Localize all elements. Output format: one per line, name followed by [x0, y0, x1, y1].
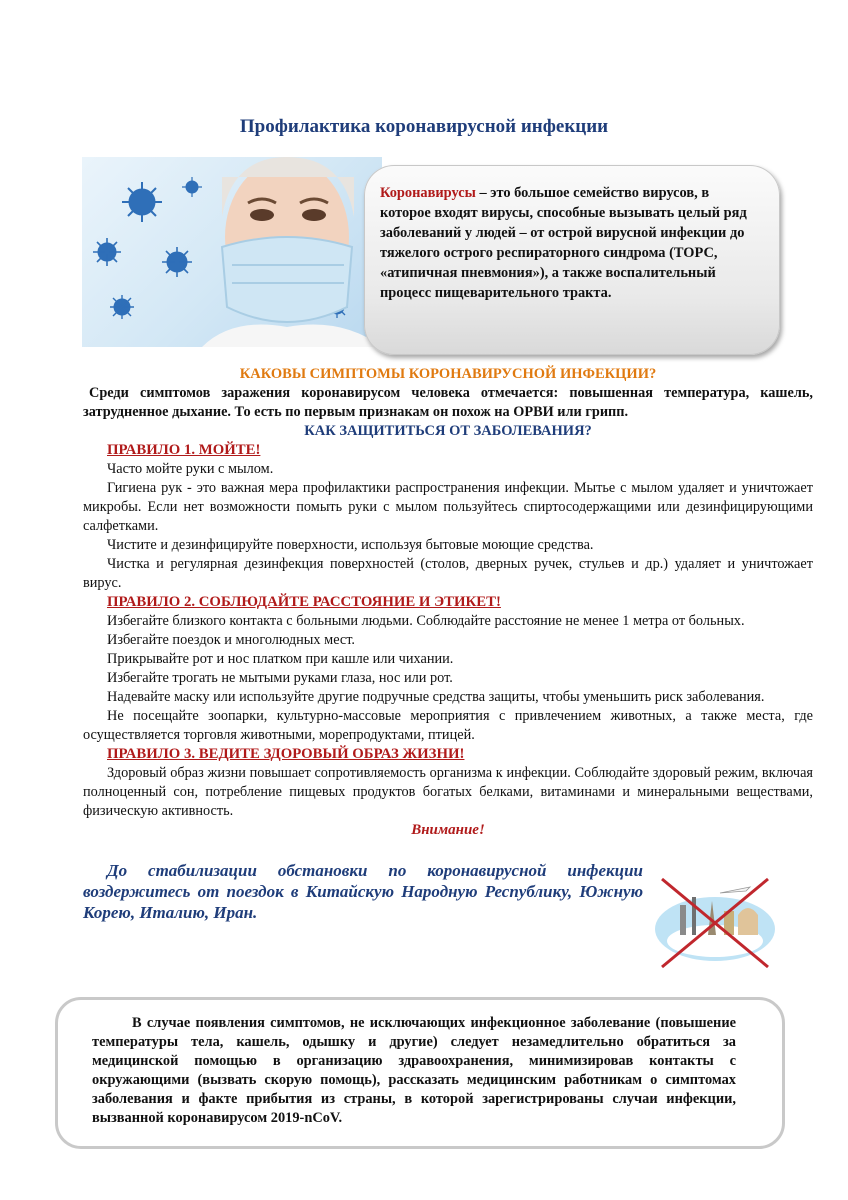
notice-box — [55, 997, 785, 1149]
rule-2-paragraph: Надевайте маску или используйте другие подручные средства защиты, чтобы уменьшить риск заболевания. — [107, 689, 765, 705]
rule-2-title: ПРАВИЛО 2. СОБЛЮДАЙТЕ РАССТОЯНИЕ И ЭТИКЕТ! — [107, 594, 501, 610]
definition-term: Коронавирусы — [380, 185, 476, 201]
symptoms-heading: КАКОВЫ СИМПТОМЫ КОРОНАВИРУСНОЙ ИНФЕКЦИИ? — [239, 366, 657, 382]
crossed-travel-icon — [650, 871, 780, 971]
rule-3-title: ПРАВИЛО 3. ВЕДИТЕ ЗДОРОВЫЙ ОБРАЗ ЖИЗНИ! — [107, 746, 465, 762]
rule-2-paragraph: Прикрывайте рот и нос платком при кашле или чихании. — [107, 651, 454, 667]
attention-heading: Внимание! — [411, 822, 485, 838]
rule-2-paragraph: Избегайте поездок и многолюдных мест. — [107, 632, 355, 648]
rule-3-paragraph: Здоровый образ жизни повышает сопротивляемость организма к инфекции. Соблюдайте здоровый режим, включая полноценный сон, потребление пищевых продуктов богатых белками, витаминами и минеральными веществами, физическую активность. — [83, 765, 813, 819]
no-travel-illustration — [650, 871, 780, 971]
rule-1-paragraph: Чистка и регулярная дезинфекция поверхностей (столов, дверных ручек, стульев и др.) удаляет и уничтожает вирус. — [83, 556, 813, 591]
rule-2-paragraph: Избегайте близкого контакта с больными людьми. Соблюдайте расстояние не менее 1 метра от больных. — [107, 613, 745, 629]
rule-2-paragraph: Не посещайте зоопарки, культурно-массовые мероприятия с привлечением животных, а также места, где осуществляется торговля животными, морепродуктами, птицей. — [83, 708, 813, 743]
notice-text: В случае появления симптомов, не исключающих инфекционное заболевание (повышение температуры тела, кашель, одышку и другие) следует незамедлительно обратиться за медицинской помощью в организацию здравоохранения, минимизировав контакты с окружающими (вызвать скорую помощь), рассказать медицинским работникам о симптомах заболевания и факте прибытия из страны, в которой зарегистрированы случаи инфекции, вызванной коронавирусом 2019-nCoV. — [92, 1015, 736, 1126]
rule-1-title: ПРАВИЛО 1. МОЙТЕ! — [107, 442, 261, 458]
page-title: Профилактика коронавирусной инфекции — [239, 116, 609, 137]
rule-1-paragraph: Чистите и дезинфицируйте поверхности, используя бытовые моющие средства. — [107, 537, 594, 553]
rule-1-paragraph: Гигиена рук - это важная мера профилактики распространения инфекции. Мытье с мылом удаляет и уничтожает микробы. Если нет возможности помыть руки с мылом пользуйтесь спиртосодержащими или дезинфицирующими салфетками. — [83, 480, 813, 534]
rule-2-paragraph: Избегайте трогать не мытыми руками глаза, нос или рот. — [107, 670, 453, 686]
travel-warning — [83, 860, 643, 923]
rule-1-paragraph: Часто мойте руки с мылом. — [107, 461, 274, 477]
symptoms-text: Среди симптомов заражения коронавирусом человека отмечается: повышенная температура, кашель, затрудненное дыхание. То есть по первым признакам он похож на ОРВИ или грипп. — [83, 385, 813, 420]
protect-heading: КАК ЗАЩИТИТЬСЯ ОТ ЗАБОЛЕВАНИЯ? — [304, 423, 592, 439]
virus-illustration-icon — [82, 157, 382, 347]
definition-text: – это большое семейство вирусов, в которое входят вирусы, способные вызывать целый ряд заболеваний у людей – от острой вирусной инфекции до тяжелого острого респираторного синдрома (ТОРС, «атипичная пневмония»), а также воспалительный процесс пищеварительного тракта. — [380, 185, 747, 301]
main-text — [83, 365, 813, 840]
masked-doctor-illustration — [82, 157, 382, 347]
definition-box — [364, 165, 780, 355]
travel-warning-text: До стабилизации обстановки по коронавирусной инфекции воздержитесь от поездок в Китайскую Народную Республику, Южную Корею, Италию, Иран. — [83, 861, 643, 922]
